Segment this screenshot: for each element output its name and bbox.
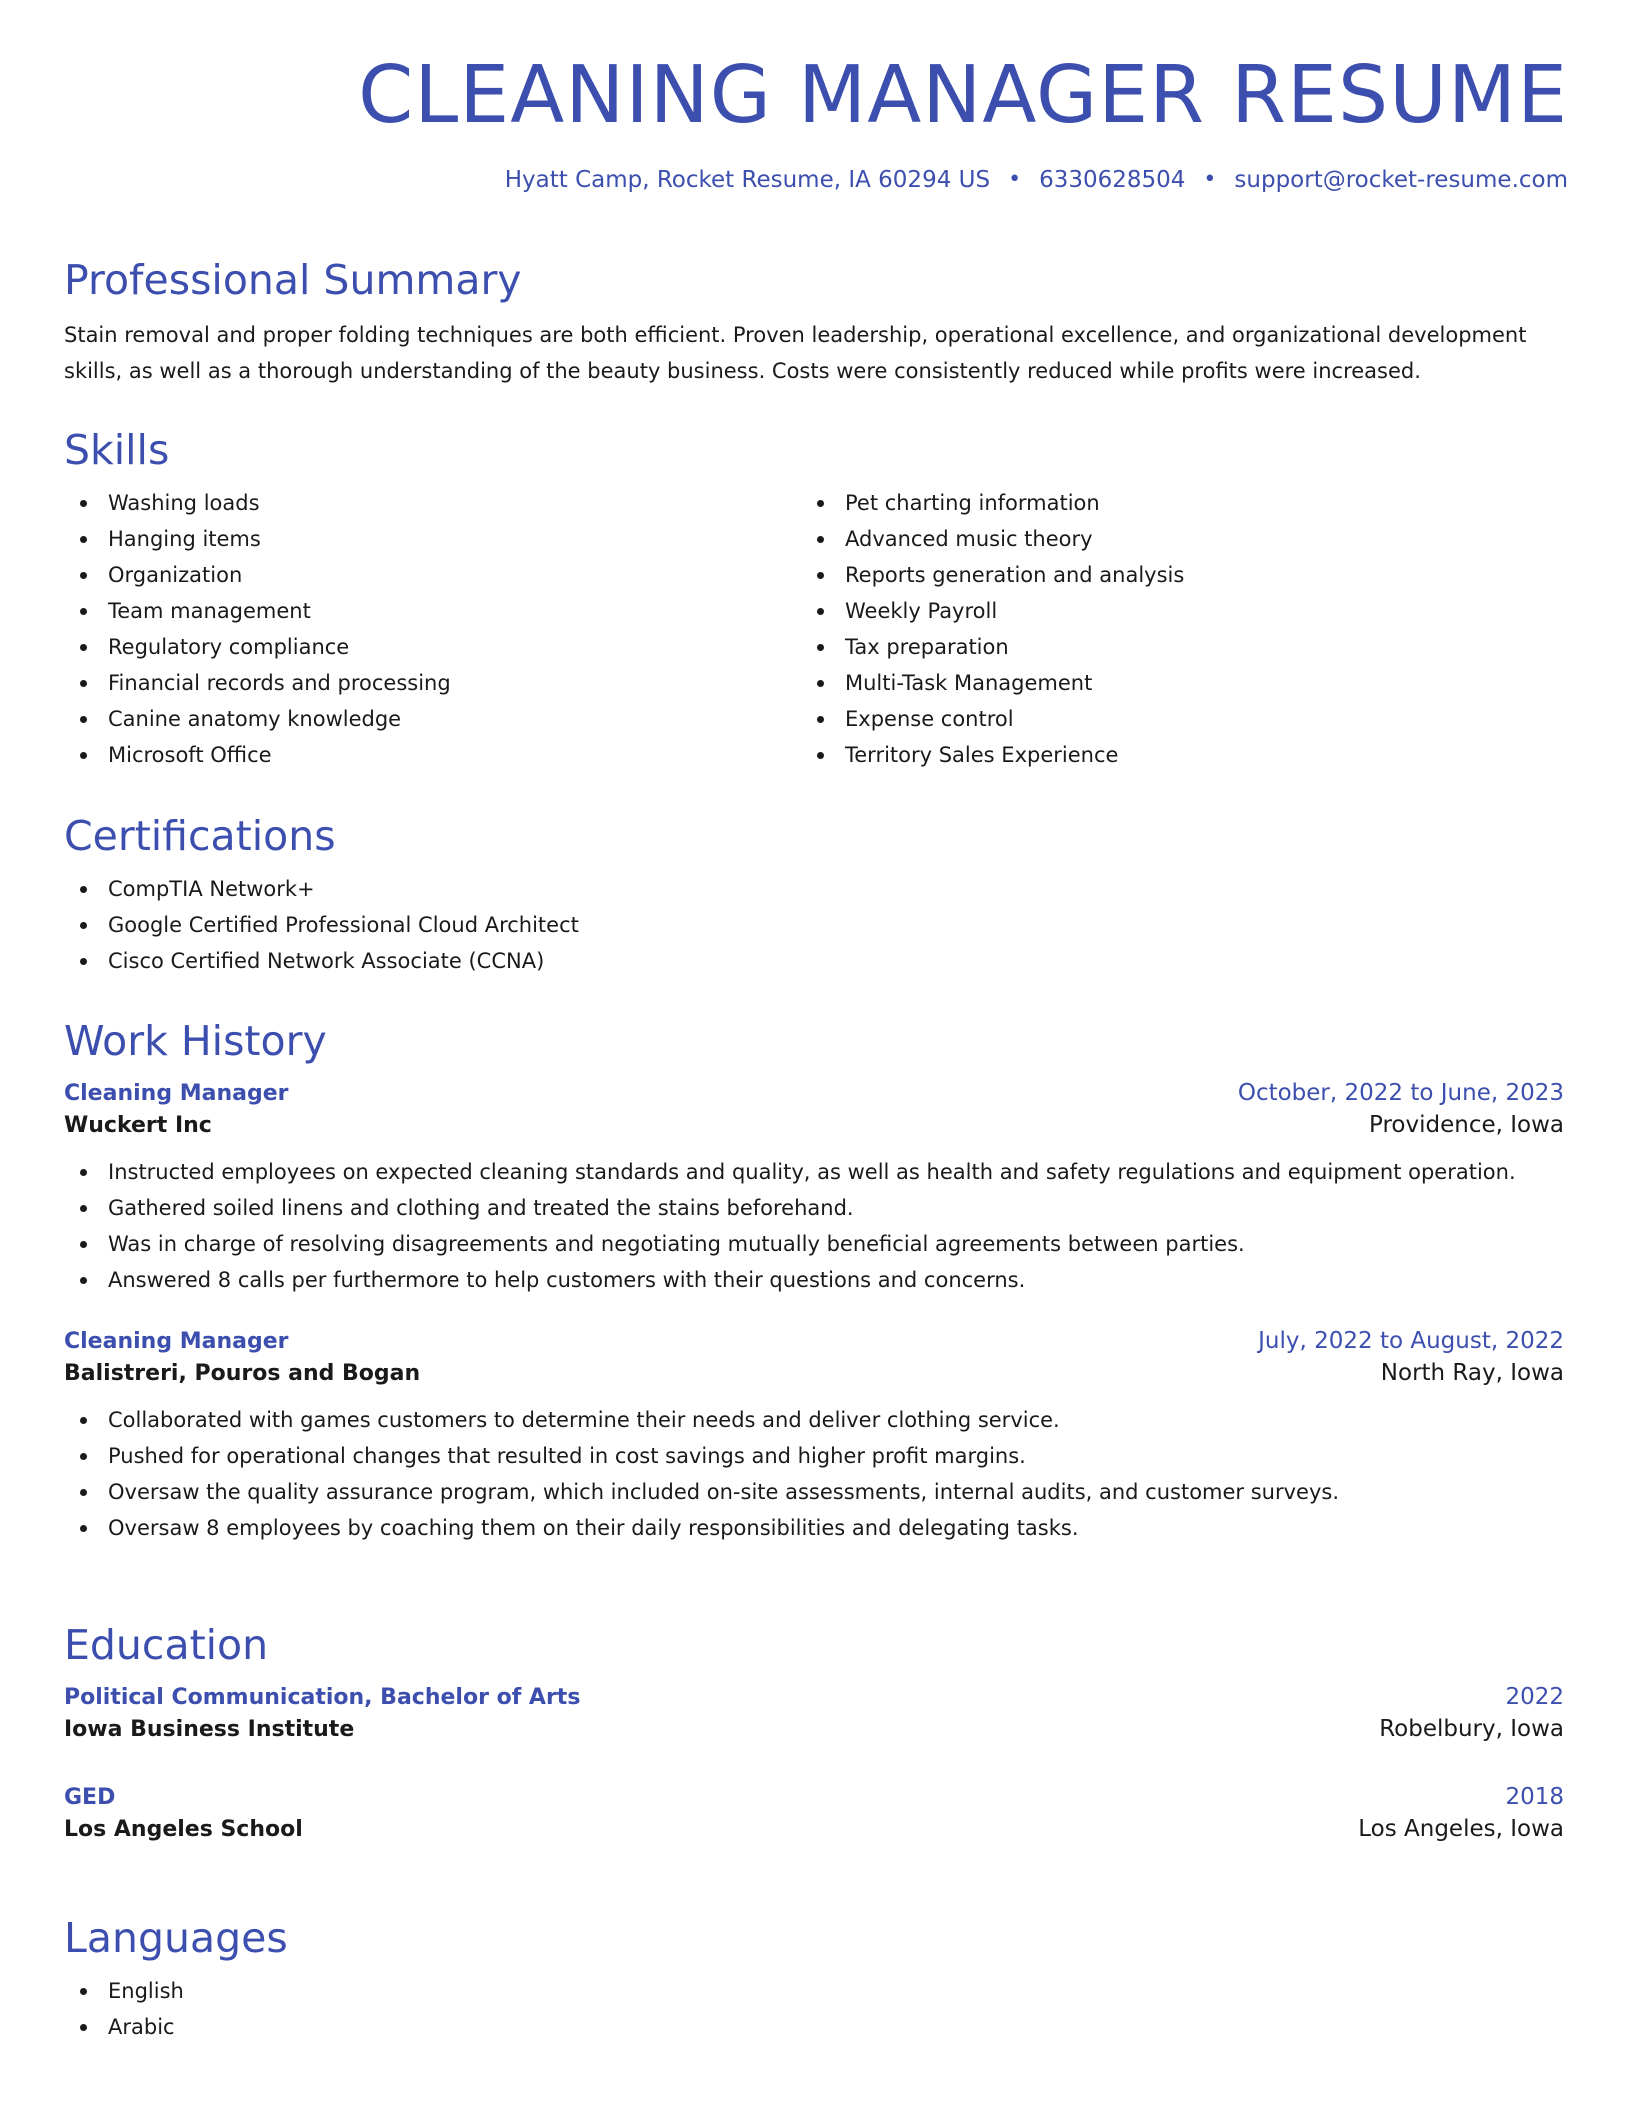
skill-item: Team management [64, 593, 801, 629]
skill-item: Expense control [801, 701, 1538, 737]
certification-item: CompTIA Network+ [64, 871, 1564, 907]
job-dates: October, 2022 to June, 2023 [1237, 1080, 1564, 1107]
job-bullet: Oversaw 8 employees by coaching them on their daily responsibilities and delegating tasks. [64, 1510, 1564, 1546]
job-bullet: Was in charge of resolving disagreements and negotiating mutually beneficial agreements between parties. [64, 1226, 1564, 1262]
job-location: North Ray, Iowa [1380, 1360, 1564, 1387]
certifications-list [64, 871, 1564, 979]
job-dates: July, 2022 to August, 2022 [1258, 1328, 1564, 1355]
skill-item: Pet charting information [801, 485, 1538, 521]
education-year: 2018 [1505, 1784, 1564, 1811]
certifications-heading: Certifications [64, 812, 336, 860]
job-title-row [64, 1328, 1564, 1354]
education-school: Los Angeles School [64, 1817, 303, 1843]
job-bullet: Instructed employees on expected cleaning standards and quality, as well as health and safety regulations and equipment operation. [64, 1154, 1564, 1190]
skill-item: Weekly Payroll [801, 593, 1538, 629]
skill-item: Advanced music theory [801, 521, 1538, 557]
education-heading: Education [64, 1621, 269, 1669]
skills-list-left [64, 485, 801, 773]
skill-item: Reports generation and analysis [801, 557, 1538, 593]
education-entry [64, 1684, 1564, 1742]
education-degree: Political Communication, Bachelor of Arts [64, 1685, 581, 1711]
skill-item: Hanging items [64, 521, 801, 557]
certifications-section [64, 814, 1564, 979]
education-school: Iowa Business Institute [64, 1717, 355, 1743]
education-degree-row [64, 1684, 1564, 1710]
work-history-section [64, 1019, 1564, 1546]
job-entry [64, 1080, 1564, 1298]
education-degree-row [64, 1784, 1564, 1810]
education-entry [64, 1784, 1564, 1842]
job-employer: Wuckert Inc [64, 1113, 212, 1139]
skills-list-right [801, 485, 1538, 773]
skill-item: Territory Sales Experience [801, 737, 1538, 773]
contact-email[interactable]: support@rocket-resume.com [1234, 166, 1568, 193]
certification-item: Google Certified Professional Cloud Architect [64, 907, 1564, 943]
languages-section [64, 1916, 1564, 2045]
education-school-row [64, 1816, 1564, 1842]
certification-item: Cisco Certified Network Associate (CCNA) [64, 943, 1564, 979]
job-bullets [64, 1154, 1564, 1298]
skill-item: Washing loads [64, 485, 801, 521]
contact-separator: • [1008, 167, 1022, 193]
education-degree: GED [64, 1785, 116, 1811]
education-year: 2022 [1505, 1684, 1564, 1711]
job-title: Cleaning Manager [64, 1081, 289, 1107]
skill-item: Multi-Task Management [801, 665, 1538, 701]
job-bullets [64, 1402, 1564, 1546]
job-bullet: Oversaw the quality assurance program, which included on-site assessments, internal audits, and customer surveys. [64, 1474, 1564, 1510]
job-title: Cleaning Manager [64, 1329, 289, 1355]
contact-address: Hyatt Camp, Rocket Resume, IA 60294 US [504, 166, 991, 193]
languages-heading: Languages [64, 1914, 288, 1962]
skills-heading: Skills [64, 426, 170, 474]
summary-heading: Professional Summary [64, 256, 522, 304]
job-employer: Balistreri, Pouros and Bogan [64, 1361, 421, 1387]
job-title-row [64, 1080, 1564, 1106]
job-entry [64, 1328, 1564, 1546]
resume-title: CLEANING MANAGER RESUME [358, 49, 1568, 141]
job-bullet: Collaborated with games customers to determine their needs and deliver clothing service. [64, 1402, 1564, 1438]
summary-text: Stain removal and proper folding techniques are both efficient. Proven leadership, operational excellence, and organizational development skills, as well as a thorough understanding of the beauty business. Costs were consistently reduced while profits were increased. [64, 323, 1527, 384]
summary-section [64, 258, 1564, 389]
contact-line [64, 167, 1568, 193]
job-bullet: Answered 8 calls per furthermore to help customers with their questions and concerns. [64, 1262, 1564, 1298]
education-location: Robelbury, Iowa [1379, 1716, 1564, 1743]
job-bullet: Gathered soiled linens and clothing and treated the stains beforehand. [64, 1190, 1564, 1226]
education-school-row [64, 1716, 1564, 1742]
job-bullet: Pushed for operational changes that resulted in cost savings and higher profit margins. [64, 1438, 1564, 1474]
language-item: English [64, 1973, 1564, 2009]
contact-phone: 6330628504 [1039, 166, 1186, 193]
contact-separator: • [1203, 167, 1217, 193]
skill-item: Regulatory compliance [64, 629, 801, 665]
skills-section [64, 428, 1564, 773]
job-employer-row [64, 1360, 1564, 1386]
skill-item: Microsoft Office [64, 737, 801, 773]
job-employer-row [64, 1112, 1564, 1138]
language-item: Arabic [64, 2009, 1564, 2045]
education-section [64, 1623, 1564, 1842]
job-location: Providence, Iowa [1369, 1112, 1564, 1139]
work-history-heading: Work History [64, 1017, 327, 1065]
languages-list [64, 1973, 1564, 2045]
skill-item: Tax preparation [801, 629, 1538, 665]
skill-item: Organization [64, 557, 801, 593]
skills-columns [64, 485, 1564, 773]
skill-item: Canine anatomy knowledge [64, 701, 801, 737]
resume-header [64, 0, 1568, 193]
skill-item: Financial records and processing [64, 665, 801, 701]
education-location: Los Angeles, Iowa [1358, 1816, 1564, 1843]
